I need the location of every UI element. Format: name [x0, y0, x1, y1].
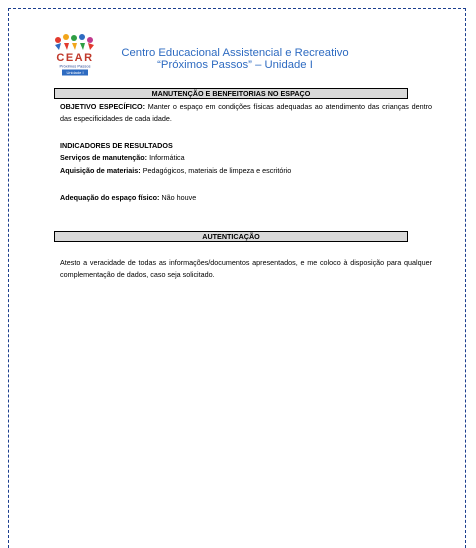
adequacy-line: [60, 192, 432, 204]
title-line-2: “Próximos Passos” – Unidade I: [157, 59, 313, 71]
materials-line: [60, 165, 432, 177]
materials-value: Pedagógicos, materiais de limpeza e escritório: [142, 166, 292, 175]
authentication-paragraph: Atesto a veracidade de todas as informações/documentos apresentados, e me coloco à disposição para qualquer complementação de dados, caso seja solicitado.: [60, 258, 432, 279]
adequacy-label: Adequação do espaço físico:: [60, 193, 160, 202]
objective-paragraph: [60, 101, 432, 124]
maintenance-value: Informática: [149, 153, 185, 162]
objective-label: OBJETIVO ESPECÍFICO:: [60, 102, 146, 111]
logo-subtext: Próximos Passos: [59, 63, 91, 69]
logo-unit: Unidade I: [66, 70, 84, 75]
section-heading-authentication: AUTENTICAÇÃO: [54, 231, 408, 242]
indicators-heading: INDICADORES DE RESULTADOS: [60, 141, 173, 150]
logo-text: CEAR: [56, 52, 94, 64]
cear-logo: [50, 31, 100, 77]
maintenance-line: [60, 152, 432, 164]
objective-text: Manter o espaço em condições físicas adequadas ao atendimento das crianças dentro das especificidades de cada idade.: [60, 102, 432, 123]
page-title: [110, 47, 360, 71]
title-line-1: Centro Educacional Assistencial e Recreativo: [121, 47, 349, 59]
adequacy-value: Não houve: [161, 193, 197, 202]
materials-label: Aquisição de materiais:: [60, 166, 141, 175]
section-heading-maintenance: MANUTENÇÃO E BENFEITORIAS NO ESPAÇO: [54, 88, 408, 99]
maintenance-label: Serviços de manutenção:: [60, 153, 148, 162]
